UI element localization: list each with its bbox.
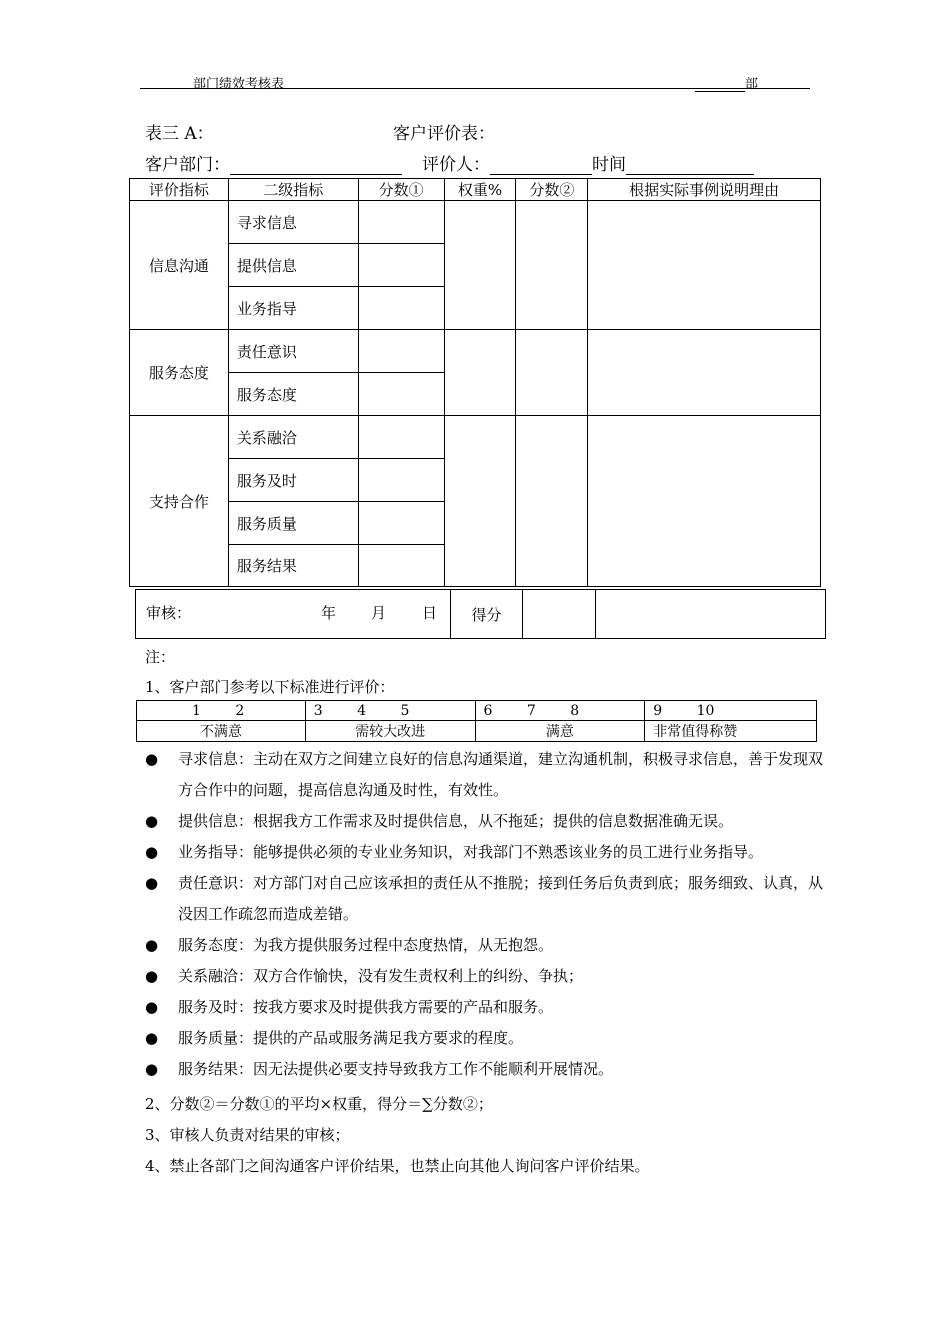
reason-cell[interactable] [588, 330, 821, 416]
group-label: 服务态度 [130, 330, 229, 416]
score1-cell[interactable] [358, 459, 444, 502]
notes-item-3: 3、审核人负责对结果的审核； [145, 1126, 350, 1144]
list-item: ● 业务指导：能够提供必须的专业业务知识，对我部门不熟悉该业务的员工进行业务指导。 [145, 837, 825, 868]
sub-indicator: 服务质量 [228, 502, 358, 545]
table-header-row [130, 179, 821, 201]
sub-indicator: 寻求信息 [228, 201, 358, 244]
list-item: ● 服务结果：因无法提供必要支持导致我方工作不能顺利开展情况。 [145, 1054, 825, 1085]
col-header: 权重% [444, 179, 516, 201]
notes-item-2: 2、分数②＝分数①的平均×权重，得分＝∑分数②； [145, 1095, 493, 1113]
scale-label: 满意 [475, 721, 645, 742]
bullet-icon: ● [145, 1060, 159, 1078]
audit-table [135, 589, 826, 639]
score2-cell[interactable] [516, 416, 588, 587]
list-item: ● 责任意识：对方部门对自己应该承担的责任从不推脱；接到任务后负责到底；服务细致、认真，从没因工作疏忽而造成差错。 [145, 868, 825, 930]
list-item: ● 关系融洽：双方合作愉快，没有发生责权利上的纠纷、争执； [145, 961, 825, 992]
header-rule [140, 88, 810, 89]
bullet-icon: ● [145, 998, 159, 1016]
sub-indicator: 责任意识 [228, 330, 358, 373]
dept-field[interactable] [230, 154, 402, 175]
audit-day: 日 [422, 604, 438, 622]
score-label: 得分 [450, 590, 523, 639]
table-row [130, 201, 821, 244]
score2-cell[interactable] [516, 330, 588, 416]
dept-label: 客户部门： [145, 155, 230, 175]
header-dept-suffix: 部 [745, 77, 759, 92]
sub-indicator: 关系融洽 [228, 416, 358, 459]
rating-scale-table [136, 700, 817, 742]
score-note-cell[interactable] [596, 590, 826, 639]
weight-cell[interactable] [444, 201, 516, 330]
score1-cell[interactable] [358, 502, 444, 545]
notes-title: 注： [145, 648, 176, 666]
col-header: 二级指标 [228, 179, 358, 201]
score2-cell[interactable] [516, 201, 588, 330]
bullet-icon: ● [145, 967, 159, 985]
table-number: 表三 A： [145, 124, 214, 144]
dept-blank[interactable] [695, 77, 745, 92]
sub-indicator: 服务结果 [228, 545, 358, 587]
scale-label: 非常值得称赞 [645, 721, 817, 742]
audit-label: 审核： [146, 604, 192, 622]
score1-cell[interactable] [358, 287, 444, 330]
notes-item-4: 4、禁止各部门之间沟通客户评价结果，也禁止向其他人询问客户评价结果。 [145, 1157, 650, 1175]
bullet-icon: ● [145, 874, 159, 892]
header-dept [695, 73, 758, 92]
score1-cell[interactable] [358, 201, 444, 244]
weight-cell[interactable] [444, 416, 516, 587]
audit-cell[interactable] [136, 590, 451, 639]
col-header: 分数② [516, 179, 588, 201]
table-row [130, 330, 821, 373]
audit-year: 年 [321, 604, 337, 622]
group-label: 支持合作 [130, 416, 229, 587]
time-field[interactable] [626, 154, 754, 175]
col-header: 评价指标 [130, 179, 229, 201]
reason-cell[interactable] [588, 201, 821, 330]
group-label: 信息沟通 [130, 201, 229, 330]
score1-cell[interactable] [358, 330, 444, 373]
form-title: 客户评价表： [393, 124, 495, 144]
score1-cell[interactable] [358, 373, 444, 416]
evaluation-table [129, 178, 821, 587]
score1-cell[interactable] [358, 244, 444, 287]
scale-nums: 1 2 [137, 701, 306, 721]
sub-indicator: 服务态度 [228, 373, 358, 416]
list-item: ● 服务及时：按我方要求及时提供我方需要的产品和服务。 [145, 992, 825, 1023]
score1-cell[interactable] [358, 545, 444, 587]
audit-month: 月 [371, 604, 387, 622]
table-row [130, 416, 821, 459]
scale-nums: 9 10 [645, 701, 817, 721]
list-item: ● 寻求信息：主动在双方之间建立良好的信息沟通渠道，建立沟通机制，积极寻求信息，善于发现双方合作中的问题，提高信息沟通及时性，有效性。 [145, 744, 825, 806]
bullet-icon: ● [145, 1029, 159, 1047]
scale-nums: 3 4 5 [305, 701, 475, 721]
time-label: 时间 [592, 155, 626, 175]
bullet-icon: ● [145, 843, 159, 861]
score1-cell[interactable] [358, 416, 444, 459]
col-header: 根据实际事例说明理由 [588, 179, 821, 201]
scale-label: 需较大改进 [305, 721, 475, 742]
sub-indicator: 业务指导 [228, 287, 358, 330]
info-row [145, 150, 805, 175]
weight-cell[interactable] [444, 330, 516, 416]
reason-cell[interactable] [588, 416, 821, 587]
header-title: 部门绩效考核表 [193, 77, 285, 92]
list-item: ● 服务质量：提供的产品或服务满足我方要求的程度。 [145, 1023, 825, 1054]
scale-label: 不满意 [137, 721, 306, 742]
list-item: ● 服务态度：为我方提供服务过程中态度热情，从无抱怨。 [145, 930, 825, 961]
bullet-icon: ● [145, 812, 159, 830]
score-value-cell[interactable] [523, 590, 596, 639]
notes-item-1: 1、客户部门参考以下标准进行评价： [145, 678, 395, 696]
list-item: ● 提供信息：根据我方工作需求及时提供信息，从不拖延；提供的信息数据准确无误。 [145, 806, 825, 837]
sub-indicator: 服务及时 [228, 459, 358, 502]
col-header: 分数① [358, 179, 444, 201]
evaluator-label: 评价人： [422, 155, 490, 175]
scale-nums: 6 7 8 [475, 701, 645, 721]
sub-indicator: 提供信息 [228, 244, 358, 287]
bullet-icon: ● [145, 750, 159, 768]
bullet-icon: ● [145, 936, 159, 954]
evaluator-field[interactable] [490, 154, 592, 175]
